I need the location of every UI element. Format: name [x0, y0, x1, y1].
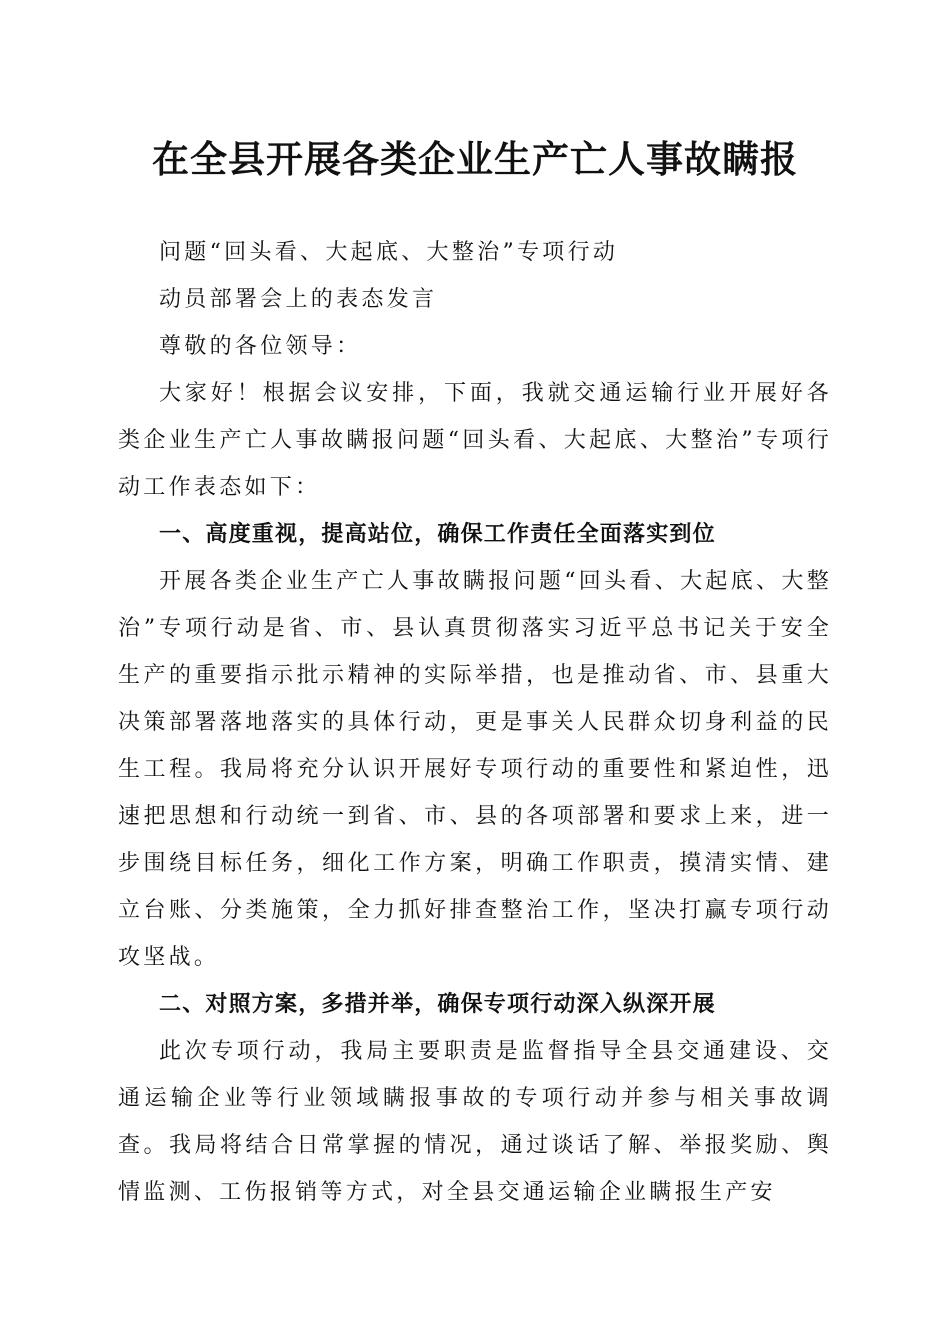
subtitle-line-1: 问题“回头看、大起底、大整治”专项行动 [159, 240, 619, 265]
document-body [118, 229, 832, 1216]
section-2-heading: 二、对照方案，多措并举，确保专项行动深入纵深开展 [159, 992, 716, 1017]
section-1-paragraph: 开展各类企业生产亡人事故瞒报问题“回头看、大起底、大整治”专项行动是省、市、县认真贯彻落实习近平总书记关于安全生产的重要指示批示精神的实际举措，也是推动省、市、县重大决策部署落地落实的具体行动，更是事关人民群众切身利益的民生工程。我局将充分认识开展好专项行动的重要性和紧迫性，迅速把思想和行动统一到省、市、县的各项部署和要求上来，进一步围绕目标任务，细化工作方案，明确工作职责，摸清实情、建立台账、分类施策，全力抓好排查整治工作，坚决打赢专项行动攻坚战。 [118, 569, 832, 970]
salutation: 尊敬的各位领导： [159, 334, 362, 359]
document-title: 在全县开展各类企业生产亡人事故瞒报 [152, 137, 798, 181]
intro-paragraph: 大家好！根据会议安排，下面，我就交通运输行业开展好各类企业生产亡人事故瞒报问题“回头看、大起底、大整治”专项行动工作表态如下： [118, 381, 832, 500]
section-1-heading: 一、高度重视，提高站位，确保工作责任全面落实到位 [159, 522, 716, 547]
section-2-paragraph: 此次专项行动，我局主要职责是监督指导全县交通建设、交通运输企业等行业领域瞒报事故的专项行动并参与相关事故调查。我局将结合日常掌握的情况，通过谈话了解、举报奖励、舆情监测、工伤报销等方式，对全县交通运输企业瞒报生产安 [118, 1039, 832, 1205]
subtitle-line-2: 动员部署会上的表态发言 [159, 287, 438, 312]
